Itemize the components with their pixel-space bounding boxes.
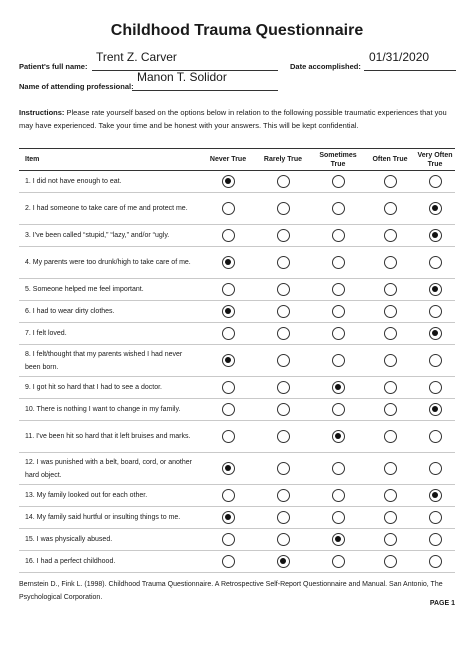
radio-rarely-true[interactable] <box>277 555 290 568</box>
option-cell <box>415 399 455 421</box>
table-row <box>19 421 455 453</box>
instructions-label: Instructions: <box>19 108 65 117</box>
option-cell <box>201 485 255 507</box>
radio-sometimes-true[interactable] <box>332 175 345 188</box>
radio-sometimes-true[interactable] <box>332 256 345 269</box>
option-cell <box>311 485 365 507</box>
option-cell <box>365 225 415 247</box>
table-row <box>19 399 455 421</box>
option-cell <box>415 507 455 529</box>
table-row <box>19 507 455 529</box>
option-cell <box>255 551 311 573</box>
radio-sometimes-true[interactable] <box>332 354 345 367</box>
option-cell <box>201 323 255 345</box>
radio-sometimes-true[interactable] <box>332 489 345 502</box>
table-row <box>19 485 455 507</box>
radio-never-true[interactable] <box>222 229 235 242</box>
option-cell <box>255 453 311 485</box>
radio-sometimes-true[interactable] <box>332 202 345 215</box>
option-cell <box>201 421 255 453</box>
radio-never-true[interactable] <box>222 175 235 188</box>
option-cell <box>255 377 311 399</box>
professional-label: Name of attending professional: <box>19 82 134 91</box>
radio-rarely-true[interactable] <box>277 202 290 215</box>
option-cell <box>415 453 455 485</box>
option-cell <box>201 529 255 551</box>
radio-very-often-true[interactable] <box>429 229 442 242</box>
option-cell <box>415 345 455 377</box>
option-cell <box>365 421 415 453</box>
option-cell <box>311 247 365 279</box>
option-cell <box>311 279 365 301</box>
radio-very-often-true[interactable] <box>429 256 442 269</box>
option-cell <box>365 345 415 377</box>
option-cell <box>255 345 311 377</box>
option-cell <box>365 507 415 529</box>
table-row <box>19 323 455 345</box>
radio-sometimes-true[interactable] <box>332 305 345 318</box>
radio-never-true[interactable] <box>222 555 235 568</box>
radio-often-true[interactable] <box>384 489 397 502</box>
radio-rarely-true[interactable] <box>277 430 290 443</box>
radio-never-true[interactable] <box>222 202 235 215</box>
question-text: 11. I've been hit so hard that it left bruises and marks. <box>19 421 201 453</box>
option-cell <box>255 225 311 247</box>
radio-often-true[interactable] <box>384 305 397 318</box>
option-cell <box>255 301 311 323</box>
option-cell <box>255 323 311 345</box>
question-text: 7. I felt loved. <box>19 323 201 345</box>
radio-rarely-true[interactable] <box>277 511 290 524</box>
option-cell <box>311 345 365 377</box>
radio-often-true[interactable] <box>384 354 397 367</box>
question-text: 4. My parents were too drunk/high to take care of me. <box>19 247 201 279</box>
radio-often-true[interactable] <box>384 533 397 546</box>
option-cell <box>415 485 455 507</box>
option-cell <box>415 171 455 193</box>
radio-often-true[interactable] <box>384 555 397 568</box>
radio-never-true[interactable] <box>222 354 235 367</box>
table-row <box>19 279 455 301</box>
option-cell <box>365 193 415 225</box>
radio-never-true[interactable] <box>222 462 235 475</box>
option-cell <box>365 171 415 193</box>
option-cell <box>201 507 255 529</box>
instructions <box>19 106 459 132</box>
table-row <box>19 171 455 193</box>
radio-never-true[interactable] <box>222 511 235 524</box>
table-row <box>19 453 455 485</box>
option-cell <box>415 529 455 551</box>
radio-very-often-true[interactable] <box>429 175 442 188</box>
radio-very-often-true[interactable] <box>429 555 442 568</box>
question-text: 2. I had someone to take care of me and protect me. <box>19 193 201 225</box>
radio-sometimes-true[interactable] <box>332 430 345 443</box>
header-item: Item <box>19 149 201 171</box>
option-cell <box>255 247 311 279</box>
option-cell <box>311 193 365 225</box>
radio-rarely-true[interactable] <box>277 175 290 188</box>
question-text: 9. I got hit so hard that I had to see a doctor. <box>19 377 201 399</box>
option-cell <box>311 301 365 323</box>
radio-rarely-true[interactable] <box>277 403 290 416</box>
radio-often-true[interactable] <box>384 256 397 269</box>
table-row <box>19 225 455 247</box>
radio-never-true[interactable] <box>222 489 235 502</box>
option-cell <box>415 421 455 453</box>
option-cell <box>365 323 415 345</box>
option-cell <box>201 377 255 399</box>
radio-often-true[interactable] <box>384 229 397 242</box>
radio-often-true[interactable] <box>384 511 397 524</box>
radio-rarely-true[interactable] <box>277 327 290 340</box>
option-cell <box>201 551 255 573</box>
option-cell <box>201 225 255 247</box>
question-text: 12. I was punished with a belt, board, cord, or another hard object. <box>19 453 201 485</box>
date-value[interactable]: 01/31/2020 <box>369 50 430 64</box>
date-label: Date accomplished: <box>290 62 361 71</box>
table-row <box>19 345 455 377</box>
radio-rarely-true[interactable] <box>277 354 290 367</box>
radio-very-often-true[interactable] <box>429 462 442 475</box>
radio-never-true[interactable] <box>222 283 235 296</box>
radio-never-true[interactable] <box>222 381 235 394</box>
radio-very-often-true[interactable] <box>429 305 442 318</box>
option-cell <box>311 225 365 247</box>
option-cell <box>311 377 365 399</box>
radio-rarely-true[interactable] <box>277 256 290 269</box>
option-cell <box>365 551 415 573</box>
radio-very-often-true[interactable] <box>429 354 442 367</box>
radio-sometimes-true[interactable] <box>332 462 345 475</box>
question-text: 16. I had a perfect childhood. <box>19 551 201 573</box>
radio-very-often-true[interactable] <box>429 403 442 416</box>
header-often-true: Often True <box>365 149 415 171</box>
question-text: 6. I had to wear dirty clothes. <box>19 301 201 323</box>
questionnaire-table <box>19 148 455 573</box>
patient-name-value[interactable]: Trent Z. Carver <box>96 50 177 64</box>
option-cell <box>311 399 365 421</box>
option-cell <box>365 453 415 485</box>
option-cell <box>255 421 311 453</box>
radio-rarely-true[interactable] <box>277 489 290 502</box>
radio-never-true[interactable] <box>222 430 235 443</box>
option-cell <box>415 377 455 399</box>
page-number: PAGE 1 <box>429 600 455 607</box>
option-cell <box>365 377 415 399</box>
radio-very-often-true[interactable] <box>429 283 442 296</box>
option-cell <box>365 301 415 323</box>
option-cell <box>415 225 455 247</box>
table-row <box>19 377 455 399</box>
radio-often-true[interactable] <box>384 283 397 296</box>
radio-often-true[interactable] <box>384 403 397 416</box>
question-text: 3. I've been called “stupid,” “lazy,” and/or “ugly. <box>19 225 201 247</box>
radio-rarely-true[interactable] <box>277 381 290 394</box>
option-cell <box>365 279 415 301</box>
date-line <box>364 70 456 71</box>
option-cell <box>201 279 255 301</box>
questionnaire-body <box>19 171 455 573</box>
professional-line <box>132 90 278 91</box>
option-cell <box>415 323 455 345</box>
option-cell <box>311 453 365 485</box>
radio-often-true[interactable] <box>384 202 397 215</box>
radio-very-often-true[interactable] <box>429 327 442 340</box>
option-cell <box>311 323 365 345</box>
option-cell <box>255 193 311 225</box>
radio-never-true[interactable] <box>222 256 235 269</box>
radio-sometimes-true[interactable] <box>332 381 345 394</box>
option-cell <box>365 485 415 507</box>
option-cell <box>311 551 365 573</box>
radio-very-often-true[interactable] <box>429 533 442 546</box>
radio-never-true[interactable] <box>222 403 235 416</box>
radio-rarely-true[interactable] <box>277 305 290 318</box>
question-text: 10. There is nothing I want to change in my family. <box>19 399 201 421</box>
radio-very-often-true[interactable] <box>429 202 442 215</box>
radio-rarely-true[interactable] <box>277 462 290 475</box>
radio-often-true[interactable] <box>384 327 397 340</box>
radio-rarely-true[interactable] <box>277 229 290 242</box>
instructions-text: Please rate yourself based on the options below in relation to the following possible traumatic experiences that you may have experienced. Take your time and be honest with your answers. This will be kept confidential. <box>19 108 447 130</box>
radio-sometimes-true[interactable] <box>332 327 345 340</box>
header-sometimes-true: Sometimes True <box>311 149 365 171</box>
option-cell <box>201 171 255 193</box>
option-cell <box>255 279 311 301</box>
question-text: 8. I felt/thought that my parents wished I had never been born. <box>19 345 201 377</box>
question-text: 1. I did not have enough to eat. <box>19 171 201 193</box>
table-row <box>19 529 455 551</box>
question-text: 14. My family said hurtful or insulting things to me. <box>19 507 201 529</box>
option-cell <box>311 507 365 529</box>
option-cell <box>201 453 255 485</box>
option-cell <box>201 301 255 323</box>
option-cell <box>255 485 311 507</box>
option-cell <box>255 529 311 551</box>
citation-footnote: Bernstein D., Fink L. (1998). Childhood Trauma Questionnaire. A Retrospective Self-Report Questionnaire and Manual. San Antonio, The Psychological Corporation. <box>19 581 443 601</box>
radio-never-true[interactable] <box>222 327 235 340</box>
option-cell <box>415 193 455 225</box>
option-cell <box>311 421 365 453</box>
table-row <box>19 247 455 279</box>
radio-often-true[interactable] <box>384 175 397 188</box>
radio-often-true[interactable] <box>384 430 397 443</box>
radio-rarely-true[interactable] <box>277 533 290 546</box>
option-cell <box>311 171 365 193</box>
question-text: 15. I was physically abused. <box>19 529 201 551</box>
option-cell <box>415 247 455 279</box>
radio-sometimes-true[interactable] <box>332 229 345 242</box>
radio-sometimes-true[interactable] <box>332 283 345 296</box>
option-cell <box>415 551 455 573</box>
option-cell <box>255 507 311 529</box>
option-cell <box>201 345 255 377</box>
option-cell <box>365 399 415 421</box>
radio-sometimes-true[interactable] <box>332 403 345 416</box>
question-text: 13. My family looked out for each other. <box>19 485 201 507</box>
page-title: Childhood Trauma Questionnaire <box>110 22 364 39</box>
radio-very-often-true[interactable] <box>429 511 442 524</box>
table-row <box>19 551 455 573</box>
radio-often-true[interactable] <box>384 462 397 475</box>
professional-value[interactable]: Manon T. Solidor <box>137 70 227 84</box>
table-header-row <box>19 149 455 171</box>
radio-sometimes-true[interactable] <box>332 511 345 524</box>
option-cell <box>255 399 311 421</box>
header-very-often-true: Very Often True <box>415 149 455 171</box>
radio-very-often-true[interactable] <box>429 430 442 443</box>
option-cell <box>365 247 415 279</box>
option-cell <box>201 193 255 225</box>
radio-often-true[interactable] <box>384 381 397 394</box>
header-never-true: Never True <box>201 149 255 171</box>
option-cell <box>415 301 455 323</box>
radio-very-often-true[interactable] <box>429 489 442 502</box>
option-cell <box>415 279 455 301</box>
option-cell <box>311 529 365 551</box>
radio-never-true[interactable] <box>222 533 235 546</box>
option-cell <box>255 171 311 193</box>
radio-sometimes-true[interactable] <box>332 533 345 546</box>
radio-never-true[interactable] <box>222 305 235 318</box>
radio-sometimes-true[interactable] <box>332 555 345 568</box>
patient-name-label: Patient's full name: <box>19 62 88 71</box>
table-row <box>19 301 455 323</box>
question-text: 5. Someone helped me feel important. <box>19 279 201 301</box>
option-cell <box>201 247 255 279</box>
option-cell <box>365 529 415 551</box>
radio-rarely-true[interactable] <box>277 283 290 296</box>
radio-very-often-true[interactable] <box>429 381 442 394</box>
option-cell <box>201 399 255 421</box>
header-rarely-true: Rarely True <box>255 149 311 171</box>
table-row <box>19 193 455 225</box>
